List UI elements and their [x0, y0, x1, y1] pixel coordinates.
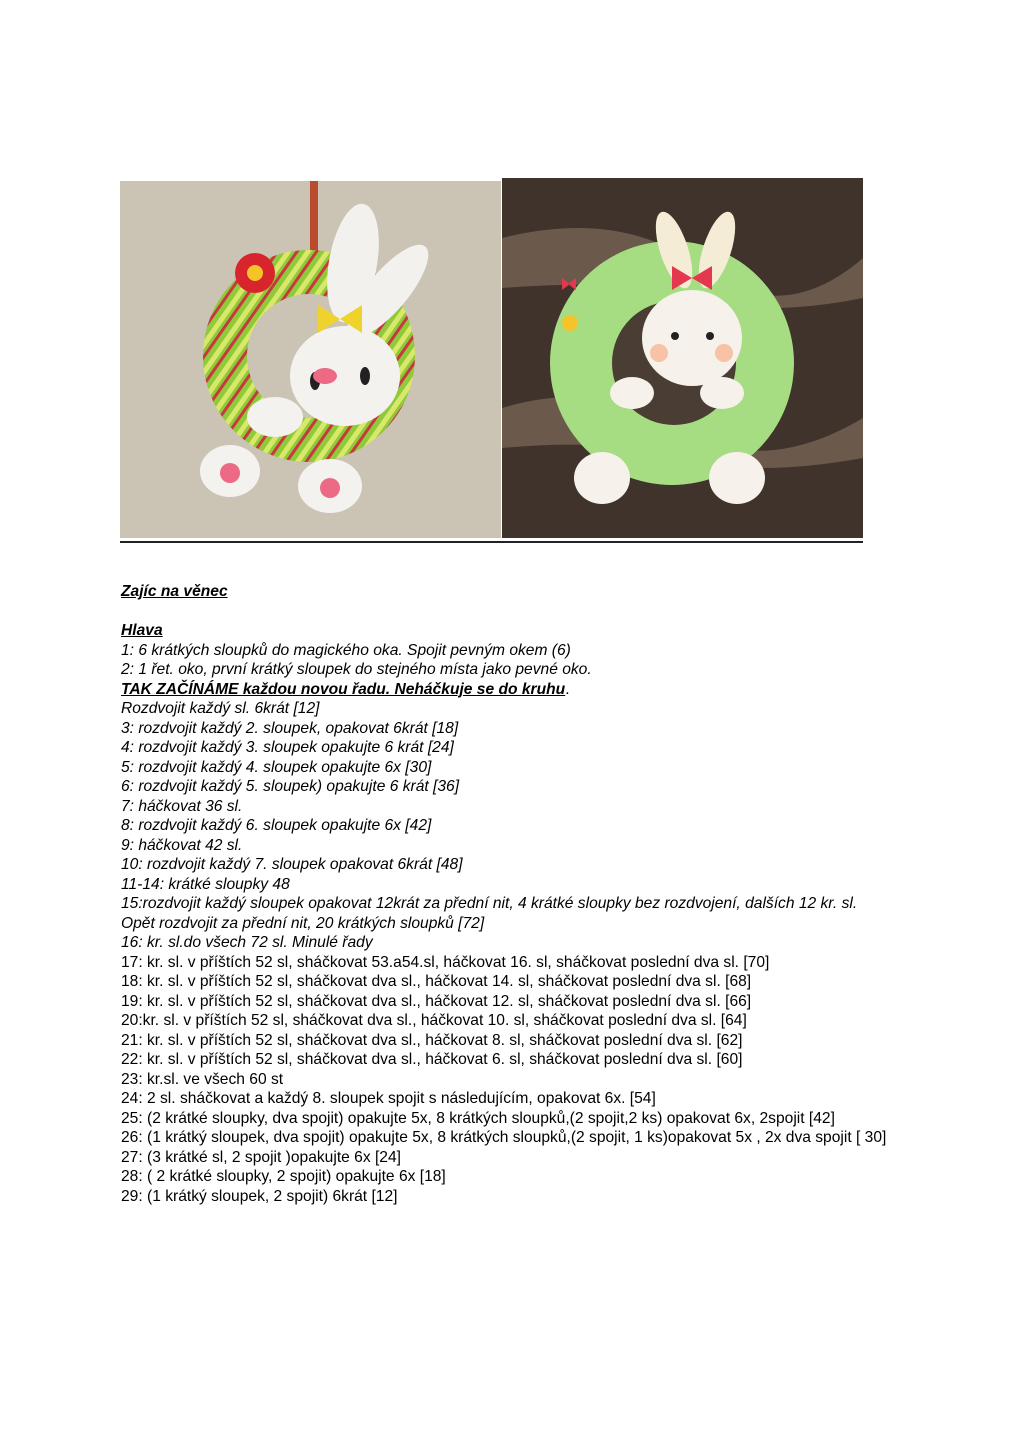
instruction-line: 1: 6 krátkých sloupků do magického oka. Spojit pevným okem (6)	[121, 641, 571, 659]
document-title: Zajíc na věnec	[121, 583, 228, 600]
instruction-line: 5: rozdvojit každý 4. sloupek opakujte 6x [30]	[121, 758, 432, 776]
instruction-line: 29: (1 krátký sloupek, 2 spojit) 6krát [12]	[121, 1187, 398, 1205]
instruction-line: 8: rozdvojit každý 6. sloupek opakujte 6x [42]	[121, 817, 432, 834]
section-heading-hlava: Hlava	[121, 622, 163, 639]
instruction-line: 21: kr. sl. v příštích 52 sl, sháčkovat dva sl., háčkovat 8. sl, sháčkovat poslední dva sl. [62]	[121, 1031, 743, 1049]
instruction-line: 23: kr.sl. ve všech 60 st	[121, 1070, 284, 1088]
instruction-line: 3: rozdvojit každý 2. sloupek, opakovat 6krát [18]	[121, 719, 459, 737]
instruction-line: 6: rozdvojit každý 5. sloupek) opakujte 6 krát [36]	[121, 778, 460, 795]
instruction-block-3	[121, 953, 891, 1207]
instruction-line: 19: kr. sl. v příštích 52 sl, sháčkovat dva sl., háčkovat 12. sl, sháčkovat poslední dva sl. [66]	[121, 992, 752, 1010]
pattern-document	[121, 582, 891, 1206]
emphasis-suffix: .	[565, 680, 570, 698]
emphasis-text: TAK ZAČÍNÁME každou novou řadu. Neháčkuje se do kruhu	[121, 680, 566, 698]
bunny-wreath-photo-striped	[120, 181, 501, 538]
instruction-line: 2: 1 řet. oko, první krátký sloupek do stejného místa jako pevné oko.	[121, 661, 592, 678]
bunny-green-illustration	[502, 178, 863, 538]
instruction-emphasis-line	[121, 680, 891, 700]
instruction-line: 4: rozdvojit každý 3. sloupek opakujte 6 krát [24]	[121, 739, 454, 756]
instruction-block-1	[121, 641, 891, 680]
instruction-line: 7: háčkovat 36 sl.	[121, 797, 243, 815]
bunny-wreath-photo-green	[502, 178, 863, 538]
instruction-line: 22: kr. sl. v příštích 52 sl, sháčkovat dva sl., háčkovat 6. sl, sháčkovat poslední dva sl. [60]	[121, 1051, 743, 1068]
instruction-line: 28: ( 2 krátké sloupky, 2 spojit) opakujte 6x [18]	[121, 1168, 446, 1185]
instruction-line: 15:rozdvojit každý sloupek opakovat 12krát za přední nit, 4 krátké sloupky bez rozdvojení, dalších 12 kr. sl. Opět rozdvojit za přední nit, 20 krátkých sloupků [72]	[121, 895, 858, 932]
instruction-line: 20:kr. sl. v příštích 52 sl, sháčkovat dva sl., háčkovat 10. sl, sháčkovat poslední dva sl. [64]	[121, 1012, 747, 1029]
photo-divider	[120, 541, 863, 543]
instruction-line: 11-14: krátké sloupky 48	[121, 875, 290, 893]
instruction-line: 17: kr. sl. v příštích 52 sl, sháčkovat 53.a54.sl, háčkovat 16. sl, sháčkovat poslední dva sl. [70]	[121, 953, 770, 971]
bunny-striped-illustration	[120, 181, 501, 538]
instruction-line: 24: 2 sl. sháčkovat a každý 8. sloupek spojit s následujícím, opakovat 6x. [54]	[121, 1090, 656, 1107]
instruction-line: 25: (2 krátké sloupky, dva spojit) opakujte 5x, 8 krátkých sloupků,(2 spojit,2 ks) opakovat 6x, 2spojit [42]	[121, 1109, 835, 1127]
instruction-line: 26: (1 krátký sloupek, dva spojit) opakujte 5x, 8 krátkých sloupků,(2 spojit, 1 ks)opakovat 5x , 2x dva spojit [ 30]	[121, 1129, 887, 1146]
instruction-block-2	[121, 699, 891, 953]
instruction-line: 18: kr. sl. v příštích 52 sl, sháčkovat dva sl., háčkovat 14. sl, sháčkovat poslední dva sl. [68]	[121, 973, 752, 990]
instruction-line: 16: kr. sl.do všech 72 sl. Minulé řady	[121, 934, 373, 951]
instruction-line: 9: háčkovat 42 sl.	[121, 836, 243, 854]
instruction-line: 10: rozdvojit každý 7. sloupek opakovat 6krát [48]	[121, 856, 463, 873]
photo-pair	[120, 178, 863, 540]
instruction-line: 27: (3 krátké sl, 2 spojit )opakujte 6x [24]	[121, 1148, 401, 1166]
instruction-line: Rozdvojit každý sl. 6krát [12]	[121, 700, 320, 717]
